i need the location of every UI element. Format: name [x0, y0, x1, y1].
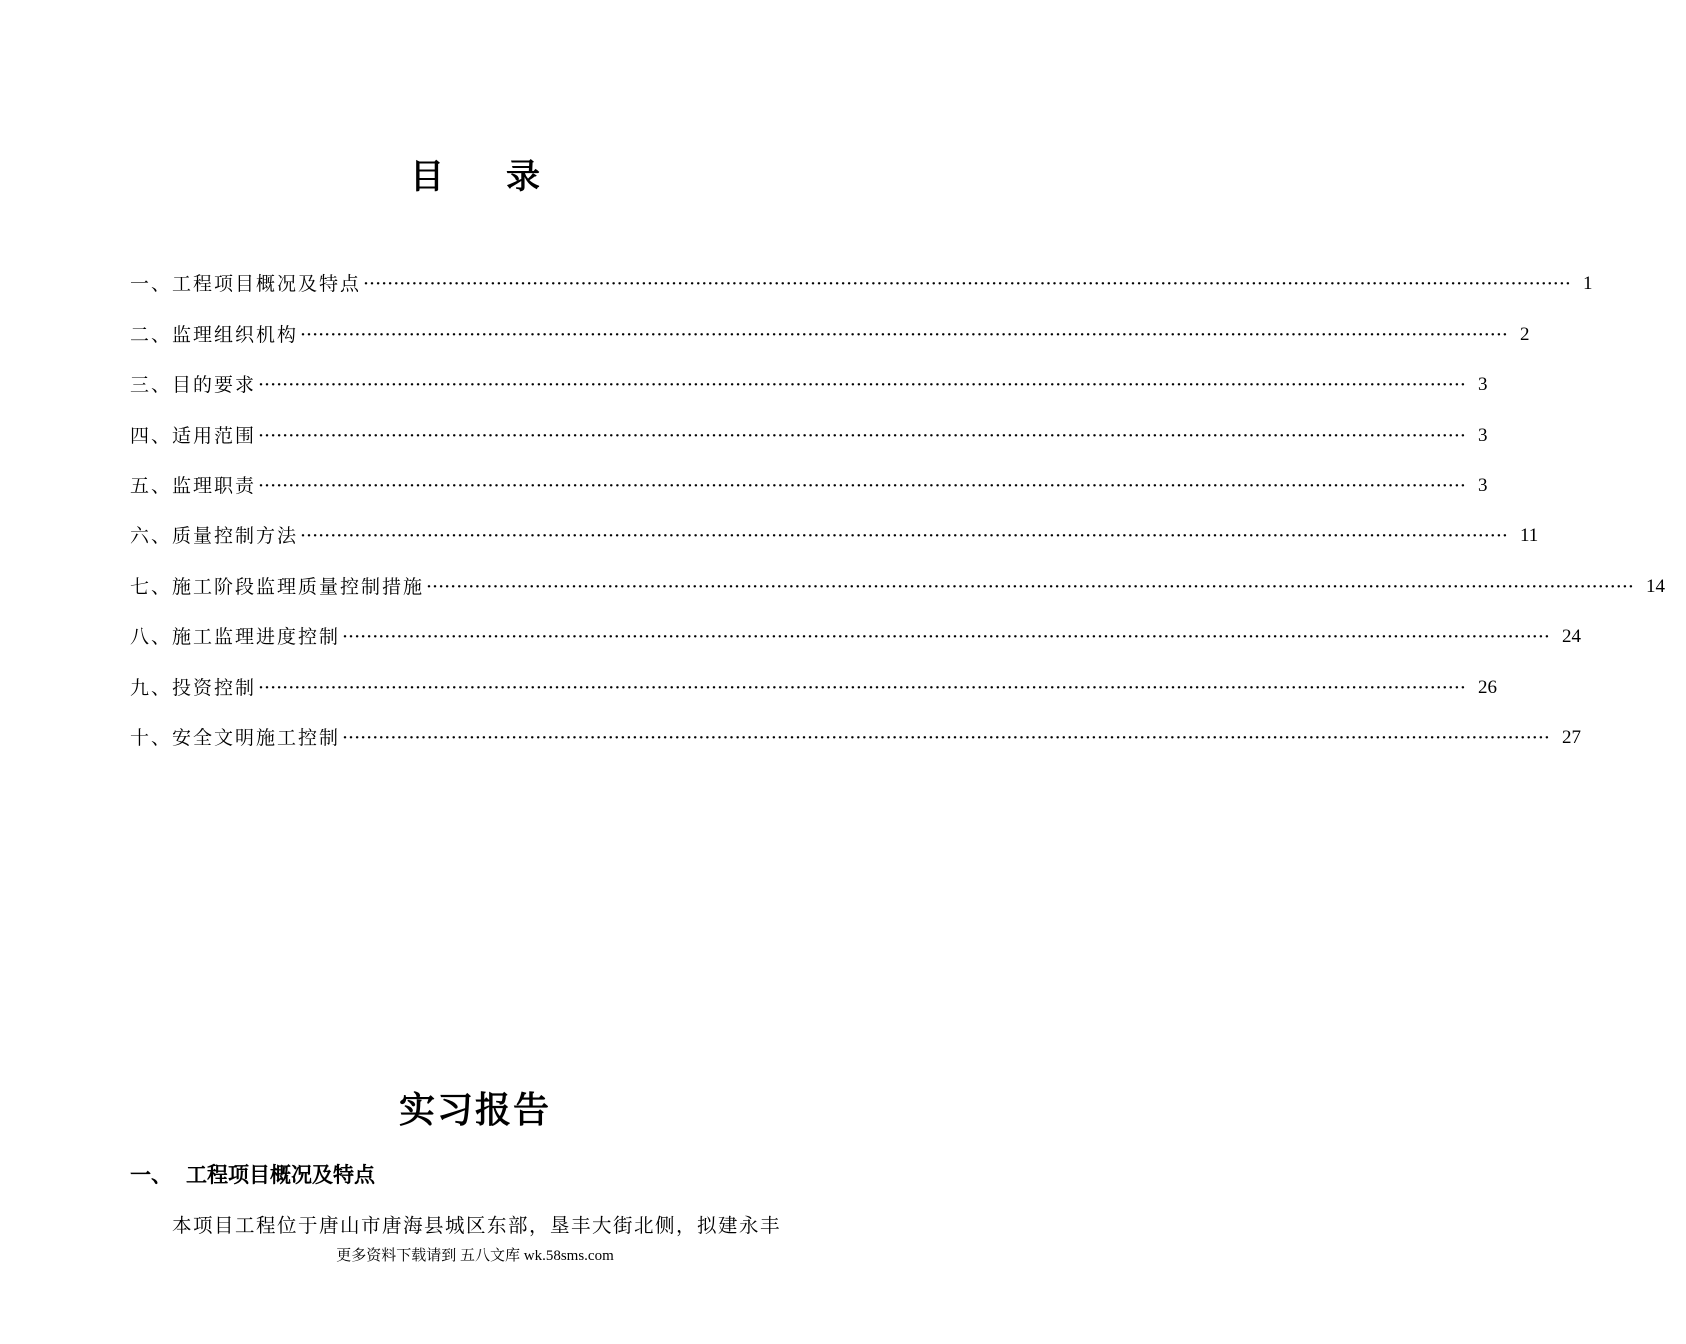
report-title: 实习报告: [398, 1090, 551, 1131]
toc-leader-dots: ········································································································································································································: [258, 374, 1466, 397]
toc-entry-page: 11: [1519, 525, 1539, 547]
toc-entry-7[interactable]: [130, 554, 1665, 604]
toc-entry-3[interactable]: [130, 353, 1488, 403]
section-number: 一、: [130, 1163, 172, 1187]
toc-entry-page: 2: [1519, 323, 1530, 345]
toc-entry-label: 五、监理职责: [130, 474, 257, 497]
toc-entry-label: 二、监理组织机构: [130, 323, 299, 346]
footer-promo-text[interactable]: 更多资料下载请到 五八文库 wk.58sms.com: [336, 1248, 614, 1264]
toc-leader-dots: ········································································································································································································: [258, 424, 1466, 447]
toc-entry-label: 十、安全文明施工控制: [130, 726, 341, 749]
toc-leader-dots: ········································································································································································································: [300, 323, 1508, 346]
toc-leader-dots: ········································································································································································································: [258, 474, 1466, 497]
toc-leader-dots: ········································································································································································································: [342, 626, 1550, 649]
toc-entry-page: 14: [1645, 575, 1665, 597]
toc-entry-page: 27: [1561, 726, 1581, 748]
toc-entry-1[interactable]: [130, 252, 1593, 302]
toc-entry-10[interactable]: [130, 706, 1581, 756]
toc-title: 目录: [410, 157, 602, 197]
toc-entry-5[interactable]: [130, 454, 1488, 504]
toc-entry-4[interactable]: [130, 403, 1488, 453]
toc-leader-dots: ········································································································································································································: [426, 575, 1634, 598]
toc-entry-page: 3: [1477, 424, 1488, 446]
toc-entry-label: 三、目的要求: [130, 374, 257, 397]
toc-entry-page: 24: [1561, 626, 1581, 648]
toc-entry-label: 一、工程项目概况及特点: [130, 273, 362, 296]
toc-leader-dots: ········································································································································································································: [258, 676, 1466, 699]
table-of-contents: [130, 252, 1665, 756]
body-paragraph: 本项目工程位于唐山市唐海县城区东部，垦丰大街北侧，拟建永丰: [172, 1214, 782, 1237]
toc-entry-label: 九、投资控制: [130, 676, 257, 699]
toc-entry-label: 六、质量控制方法: [130, 525, 299, 548]
toc-entry-8[interactable]: [130, 605, 1581, 655]
toc-entry-page: 26: [1477, 676, 1497, 698]
toc-entry-page: 1: [1582, 273, 1593, 295]
toc-entry-label: 四、适用范围: [130, 424, 257, 447]
toc-entry-page: 3: [1477, 374, 1488, 396]
toc-leader-dots: ········································································································································································································: [300, 525, 1508, 548]
toc-entry-9[interactable]: [130, 655, 1497, 705]
section-heading: [130, 1158, 375, 1192]
toc-entry-label: 八、施工监理进度控制: [130, 626, 341, 649]
toc-entry-page: 3: [1477, 474, 1488, 496]
toc-leader-dots: ········································································································································································································: [342, 726, 1550, 749]
toc-entry-label: 七、施工阶段监理质量控制措施: [130, 575, 425, 598]
toc-leader-dots: ········································································································································································································: [363, 273, 1571, 296]
toc-entry-6[interactable]: [130, 504, 1539, 554]
toc-entry-2[interactable]: [130, 302, 1530, 352]
section-title: 工程项目概况及特点: [186, 1163, 375, 1187]
